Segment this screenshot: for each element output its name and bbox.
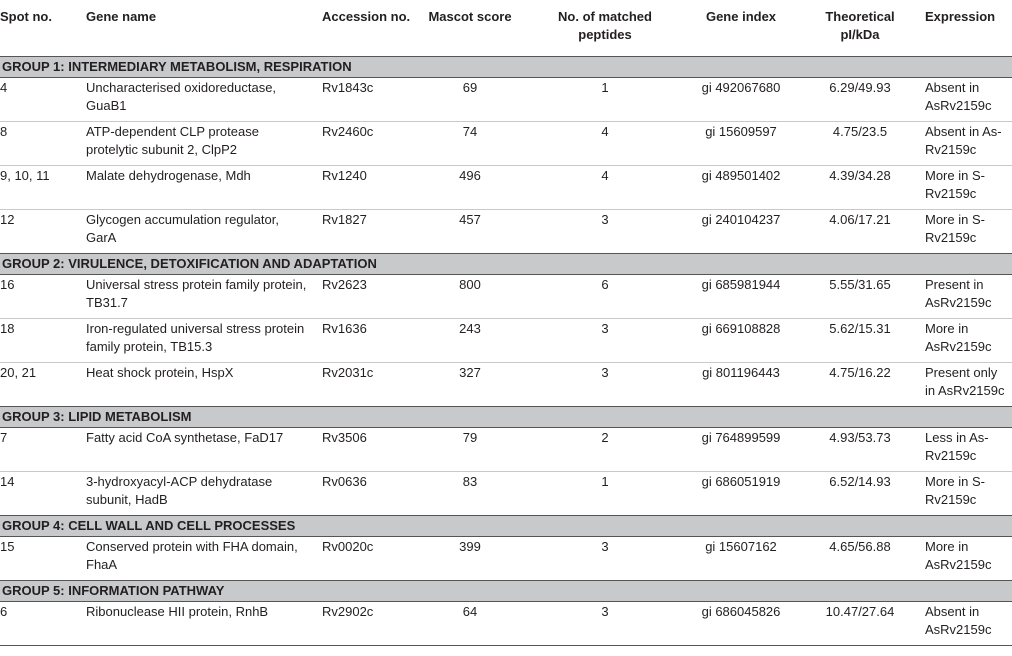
table-row bbox=[0, 209, 1012, 253]
pi-kda-cell: 4.39/34.28 bbox=[797, 165, 923, 209]
accession-cell: Rv2623 bbox=[312, 274, 415, 318]
table-row bbox=[0, 362, 1012, 406]
gene-name-cell: Iron-regulated universal stress protein family protein, TB15.3 bbox=[82, 318, 312, 362]
header-gene-name: Gene name bbox=[86, 9, 157, 24]
expression-cell: Present only in AsRv2159c bbox=[923, 362, 1012, 406]
mascot-score-cell: 327 bbox=[415, 362, 525, 406]
gene-index-cell: gi 685981944 bbox=[685, 274, 797, 318]
table-row bbox=[0, 601, 1012, 645]
group-title: GROUP 2: VIRULENCE, DETOXIFICATION AND ADAPTATION bbox=[0, 253, 1012, 274]
expression-cell: More in AsRv2159c bbox=[923, 318, 1012, 362]
pi-kda-cell: 6.52/14.93 bbox=[797, 471, 923, 515]
pi-kda-cell: 4.65/56.88 bbox=[797, 536, 923, 580]
table-row bbox=[0, 471, 1012, 515]
accession-cell: Rv3506 bbox=[312, 427, 415, 471]
spot-cell: 20, 21 bbox=[0, 362, 82, 406]
header-spot: Spot no. bbox=[0, 9, 52, 24]
peptides-cell: 4 bbox=[525, 165, 685, 209]
gene-index-cell: gi 240104237 bbox=[685, 209, 797, 253]
expression-cell: Less in As-Rv2159c bbox=[923, 427, 1012, 471]
table-row bbox=[0, 165, 1012, 209]
pi-kda-cell: 4.93/53.73 bbox=[797, 427, 923, 471]
gene-name-cell: Universal stress protein family protein, TB31.7 bbox=[82, 274, 312, 318]
mascot-score-cell: 243 bbox=[415, 318, 525, 362]
pi-kda-cell: 10.47/27.64 bbox=[797, 601, 923, 645]
group-header-row bbox=[0, 515, 1012, 536]
peptides-cell: 4 bbox=[525, 121, 685, 165]
group-title: GROUP 3: LIPID METABOLISM bbox=[0, 406, 1012, 427]
pi-kda-cell: 5.55/31.65 bbox=[797, 274, 923, 318]
peptides-cell: 2 bbox=[525, 427, 685, 471]
expression-cell: Present in AsRv2159c bbox=[923, 274, 1012, 318]
pi-kda-cell: 4.06/17.21 bbox=[797, 209, 923, 253]
header-gene-index: Gene index bbox=[705, 9, 777, 24]
peptides-cell: 3 bbox=[525, 536, 685, 580]
spot-cell: 7 bbox=[0, 427, 82, 471]
mascot-score-cell: 457 bbox=[415, 209, 525, 253]
gene-name-cell: Uncharacterised oxidoreductase, GuaB1 bbox=[82, 77, 312, 121]
peptides-cell: 3 bbox=[525, 362, 685, 406]
accession-cell: Rv0636 bbox=[312, 471, 415, 515]
expression-cell: Absent in AsRv2159c bbox=[923, 601, 1012, 645]
spot-cell: 16 bbox=[0, 274, 82, 318]
expression-cell: Absent in AsRv2159c bbox=[923, 77, 1012, 121]
accession-cell: Rv1843c bbox=[312, 77, 415, 121]
group-header-row bbox=[0, 56, 1012, 77]
peptides-cell: 1 bbox=[525, 77, 685, 121]
accession-cell: Rv1827 bbox=[312, 209, 415, 253]
peptides-cell: 3 bbox=[525, 601, 685, 645]
gene-name-cell: Conserved protein with FHA domain, FhaA bbox=[82, 536, 312, 580]
peptides-cell: 3 bbox=[525, 318, 685, 362]
header-peptides: No. of matched peptides bbox=[558, 9, 652, 42]
table-body bbox=[0, 56, 1012, 645]
mascot-score-cell: 74 bbox=[415, 121, 525, 165]
spot-cell: 12 bbox=[0, 209, 82, 253]
gene-index-cell: gi 492067680 bbox=[685, 77, 797, 121]
gene-index-cell: gi 15609597 bbox=[685, 121, 797, 165]
table-row bbox=[0, 318, 1012, 362]
spot-cell: 6 bbox=[0, 601, 82, 645]
spot-cell: 8 bbox=[0, 121, 82, 165]
gene-index-cell: gi 669108828 bbox=[685, 318, 797, 362]
peptides-cell: 6 bbox=[525, 274, 685, 318]
group-title: GROUP 1: INTERMEDIARY METABOLISM, RESPIRATION bbox=[0, 56, 1012, 77]
gene-index-cell: gi 764899599 bbox=[685, 427, 797, 471]
group-title: GROUP 4: CELL WALL AND CELL PROCESSES bbox=[0, 515, 1012, 536]
gene-index-cell: gi 489501402 bbox=[685, 165, 797, 209]
gene-name-cell: Fatty acid CoA synthetase, FaD17 bbox=[82, 427, 312, 471]
spot-cell: 4 bbox=[0, 77, 82, 121]
accession-cell: Rv1636 bbox=[312, 318, 415, 362]
mascot-score-cell: 64 bbox=[415, 601, 525, 645]
peptides-cell: 3 bbox=[525, 209, 685, 253]
gene-index-cell: gi 15607162 bbox=[685, 536, 797, 580]
pi-kda-cell: 5.62/15.31 bbox=[797, 318, 923, 362]
pi-kda-cell: 6.29/49.93 bbox=[797, 77, 923, 121]
accession-cell: Rv0020c bbox=[312, 536, 415, 580]
expression-cell: More in S-Rv2159c bbox=[923, 209, 1012, 253]
peptides-cell: 1 bbox=[525, 471, 685, 515]
gene-name-cell: Ribonuclease HII protein, RnhB bbox=[82, 601, 312, 645]
group-header-row bbox=[0, 253, 1012, 274]
gene-index-cell: gi 686045826 bbox=[685, 601, 797, 645]
expression-cell: More in AsRv2159c bbox=[923, 536, 1012, 580]
group-title: GROUP 5: INFORMATION PATHWAY bbox=[0, 580, 1012, 601]
expression-cell: Absent in As-Rv2159c bbox=[923, 121, 1012, 165]
mascot-score-cell: 496 bbox=[415, 165, 525, 209]
gene-name-cell: Heat shock protein, HspX bbox=[82, 362, 312, 406]
mascot-score-cell: 399 bbox=[415, 536, 525, 580]
table-row bbox=[0, 274, 1012, 318]
gene-name-cell: ATP-dependent CLP protease protelytic subunit 2, ClpP2 bbox=[82, 121, 312, 165]
table-row bbox=[0, 77, 1012, 121]
spot-cell: 18 bbox=[0, 318, 82, 362]
gene-name-cell: 3-hydroxyacyl-ACP dehydratase subunit, HadB bbox=[82, 471, 312, 515]
table-row bbox=[0, 121, 1012, 165]
table-row bbox=[0, 536, 1012, 580]
mascot-score-cell: 79 bbox=[415, 427, 525, 471]
group-header-row bbox=[0, 406, 1012, 427]
header-expression: Expression bbox=[925, 9, 996, 24]
spot-cell: 9, 10, 11 bbox=[0, 165, 82, 209]
group-header-row bbox=[0, 580, 1012, 601]
mascot-score-cell: 69 bbox=[415, 77, 525, 121]
gene-name-cell: Malate dehydrogenase, Mdh bbox=[82, 165, 312, 209]
accession-cell: Rv2031c bbox=[312, 362, 415, 406]
header-pi-kda: Theoretical pI/kDa bbox=[825, 9, 895, 42]
header-row bbox=[0, 0, 1012, 56]
gene-name-cell: Glycogen accumulation regulator, GarA bbox=[82, 209, 312, 253]
accession-cell: Rv2460c bbox=[312, 121, 415, 165]
pi-kda-cell: 4.75/16.22 bbox=[797, 362, 923, 406]
header-mascot: Mascot score bbox=[428, 9, 512, 24]
table-row bbox=[0, 427, 1012, 471]
spot-cell: 14 bbox=[0, 471, 82, 515]
accession-cell: Rv2902c bbox=[312, 601, 415, 645]
header-accession: Accession no. bbox=[322, 9, 411, 24]
mascot-score-cell: 83 bbox=[415, 471, 525, 515]
mascot-score-cell: 800 bbox=[415, 274, 525, 318]
gene-index-cell: gi 686051919 bbox=[685, 471, 797, 515]
accession-cell: Rv1240 bbox=[312, 165, 415, 209]
spot-cell: 15 bbox=[0, 536, 82, 580]
gene-index-cell: gi 801196443 bbox=[685, 362, 797, 406]
pi-kda-cell: 4.75/23.5 bbox=[797, 121, 923, 165]
expression-cell: More in S-Rv2159c bbox=[923, 165, 1012, 209]
expression-cell: More in S-Rv2159c bbox=[923, 471, 1012, 515]
